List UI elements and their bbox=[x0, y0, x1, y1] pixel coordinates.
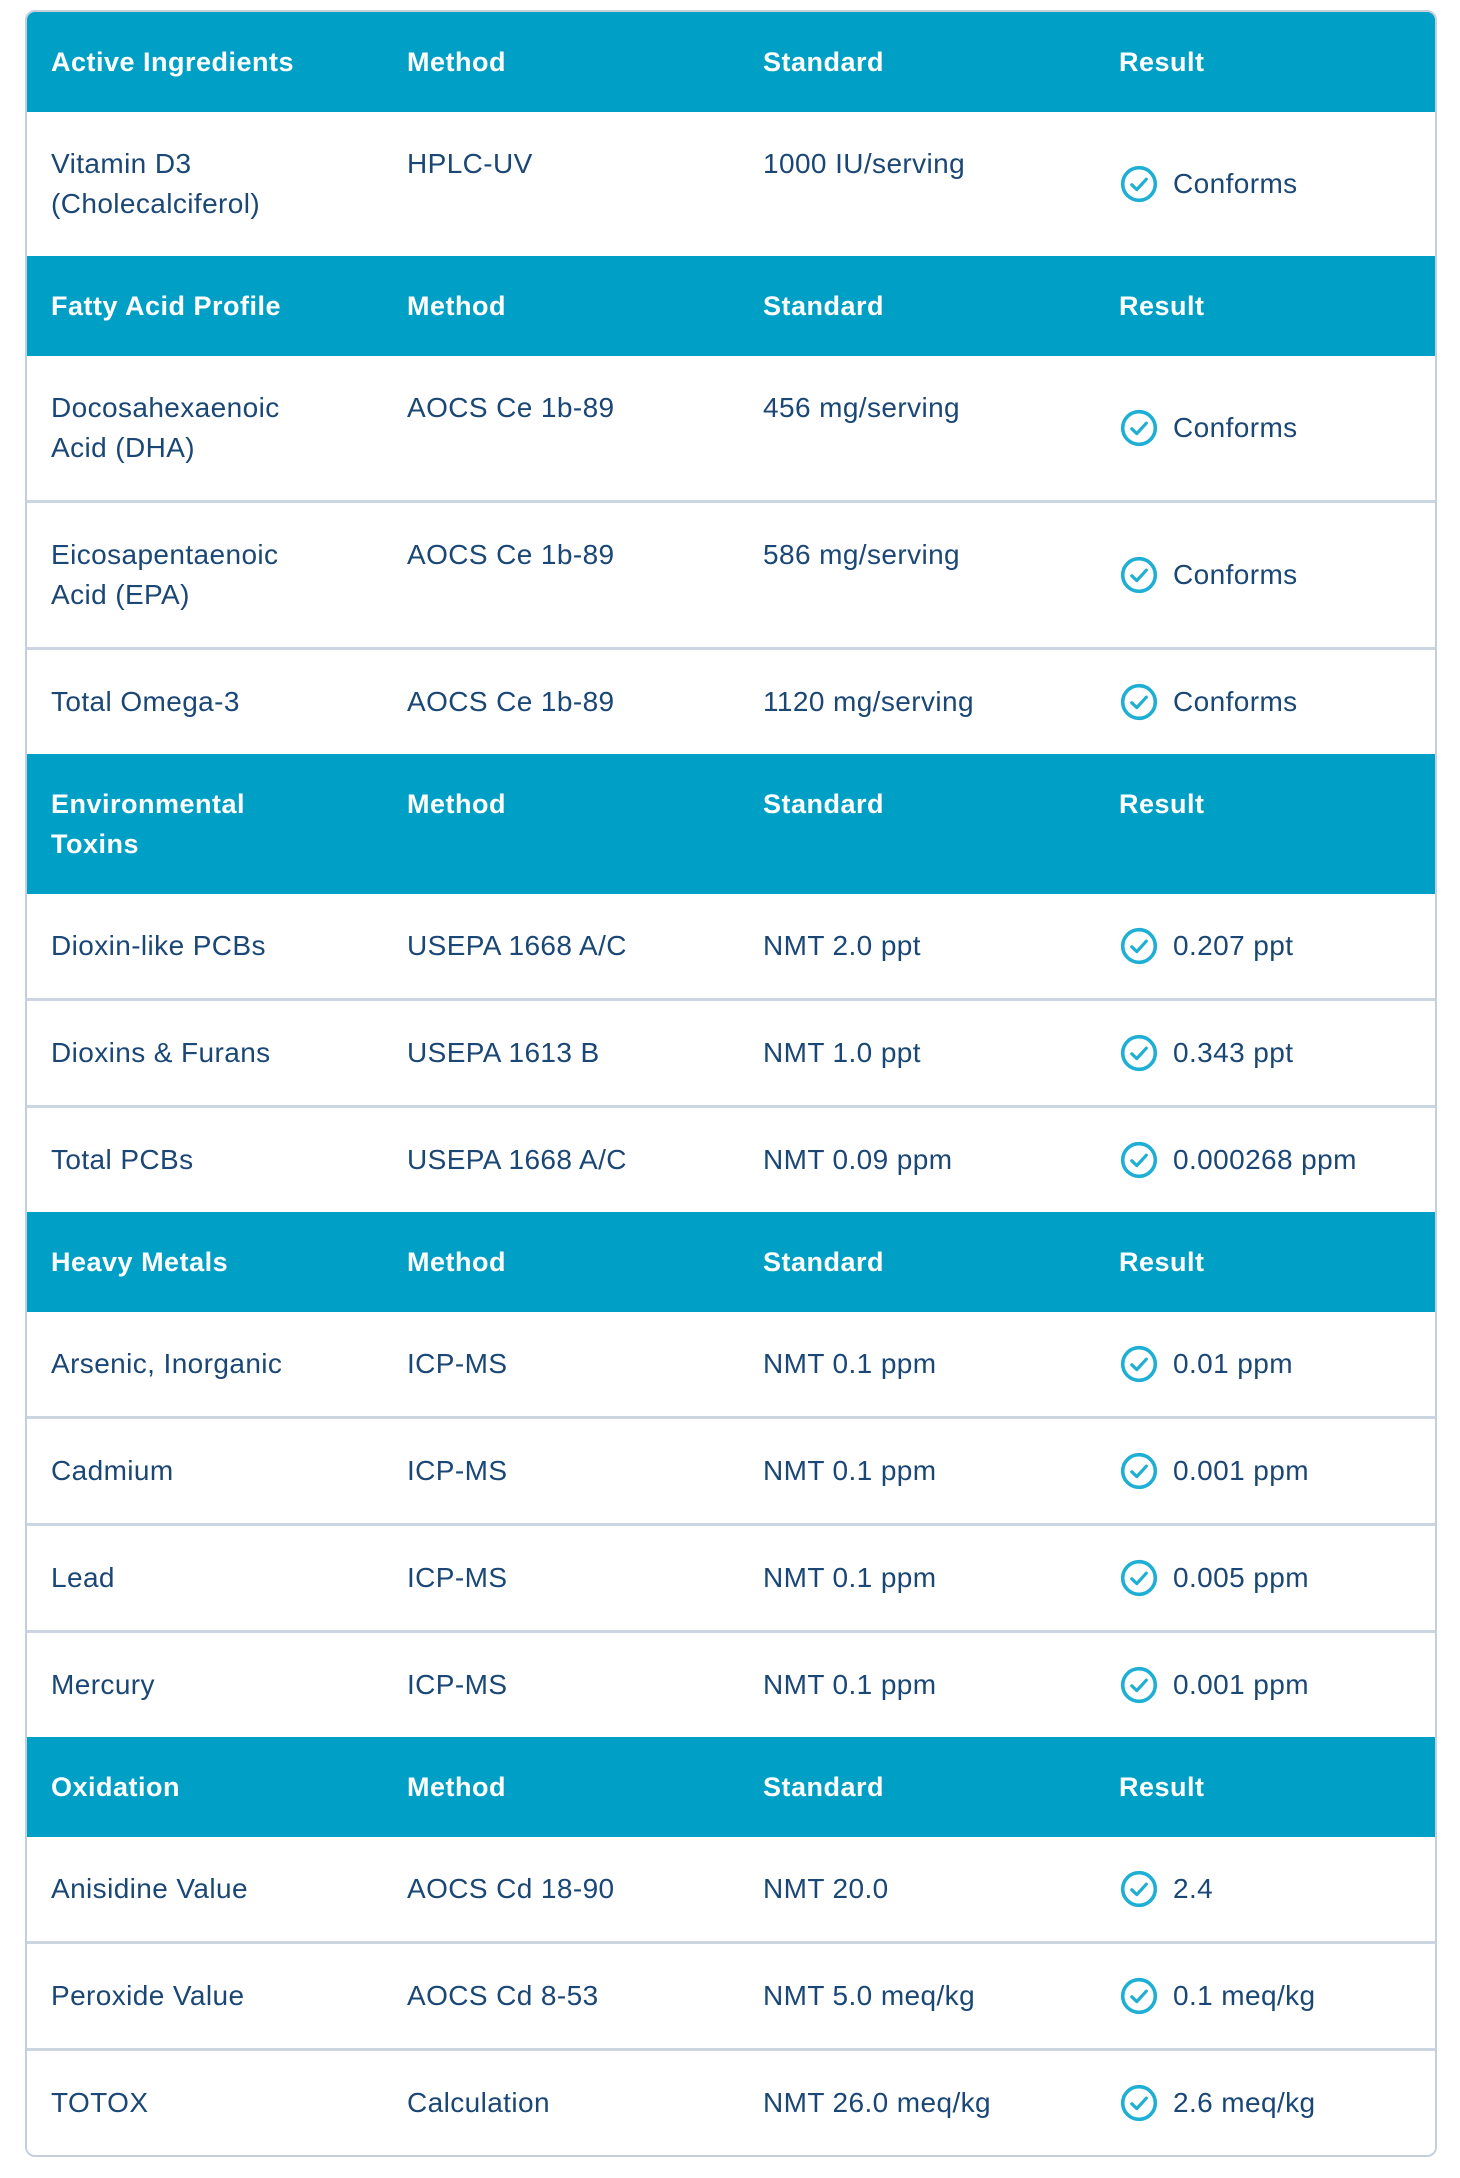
check-circle-icon bbox=[1119, 1558, 1159, 1598]
parameter-name: Mercury bbox=[51, 1669, 155, 1700]
section-title: Heavy Metals bbox=[51, 1247, 229, 1277]
result-cell bbox=[1095, 1558, 1435, 1598]
result-value: 0.1 meq/kg bbox=[1173, 1980, 1316, 2011]
parameter-name: Dioxins & Furans bbox=[51, 1037, 271, 1068]
check-circle-icon bbox=[1119, 1344, 1159, 1384]
column-header-result: Result bbox=[1119, 1772, 1205, 1802]
check-circle-icon bbox=[1119, 1451, 1159, 1491]
section-title: Oxidation bbox=[51, 1772, 181, 1802]
column-header-method: Method bbox=[407, 1772, 506, 1802]
result-value: 0.005 ppm bbox=[1173, 1562, 1309, 1593]
method-value: AOCS Cd 8-53 bbox=[407, 1980, 599, 2011]
column-header-result: Result bbox=[1119, 1247, 1205, 1277]
method-value: USEPA 1668 A/C bbox=[407, 930, 627, 961]
result-value: 0.01 ppm bbox=[1173, 1348, 1293, 1379]
check-circle-icon bbox=[1119, 1869, 1159, 1909]
standard-value: 1120 mg/serving bbox=[763, 686, 974, 717]
table-row bbox=[27, 112, 1435, 256]
section-header-environmental-toxins bbox=[27, 754, 1435, 894]
section-title: Active Ingredients bbox=[51, 47, 295, 77]
column-header-method: Method bbox=[407, 291, 506, 321]
table-row bbox=[27, 998, 1435, 1105]
parameter-name: Lead bbox=[51, 1562, 115, 1593]
parameter-name: Dioxin-like PCBs bbox=[51, 930, 266, 961]
column-header-method: Method bbox=[407, 47, 506, 77]
column-header-standard: Standard bbox=[763, 1772, 885, 1802]
check-circle-icon bbox=[1119, 1665, 1159, 1705]
result-cell bbox=[1095, 1033, 1435, 1073]
method-value: AOCS Cd 18-90 bbox=[407, 1873, 615, 1904]
column-header-standard: Standard bbox=[763, 1247, 885, 1277]
result-cell bbox=[1095, 682, 1435, 722]
table-row bbox=[27, 894, 1435, 998]
table-row bbox=[27, 1941, 1435, 2048]
method-value: USEPA 1668 A/C bbox=[407, 1144, 627, 1175]
result-cell bbox=[1095, 1665, 1435, 1705]
column-header-standard: Standard bbox=[763, 291, 885, 321]
table-row bbox=[27, 1416, 1435, 1523]
result-value: 2.4 bbox=[1173, 1873, 1214, 1904]
column-header-result: Result bbox=[1119, 47, 1205, 77]
parameter-name: Vitamin D3 (Cholecalciferol) bbox=[51, 148, 261, 219]
method-value: AOCS Ce 1b-89 bbox=[407, 392, 615, 423]
result-cell bbox=[1095, 926, 1435, 966]
check-circle-icon bbox=[1119, 164, 1159, 204]
column-header-method: Method bbox=[407, 789, 506, 819]
result-cell bbox=[1095, 1140, 1435, 1180]
method-value: ICP-MS bbox=[407, 1669, 508, 1700]
table-row bbox=[27, 356, 1435, 500]
standard-value: NMT 5.0 meq/kg bbox=[763, 1980, 976, 2011]
parameter-name: Anisidine Value bbox=[51, 1873, 248, 1904]
result-value: Conforms bbox=[1173, 412, 1298, 443]
column-header-standard: Standard bbox=[763, 47, 885, 77]
standard-value: 586 mg/serving bbox=[763, 539, 961, 570]
column-header-method: Method bbox=[407, 1247, 506, 1277]
standard-value: NMT 0.1 ppm bbox=[763, 1455, 937, 1486]
table-row bbox=[27, 1105, 1435, 1212]
table-row bbox=[27, 647, 1435, 754]
standard-value: NMT 0.1 ppm bbox=[763, 1562, 937, 1593]
standard-value: NMT 2.0 ppt bbox=[763, 930, 921, 961]
table-row bbox=[27, 1523, 1435, 1630]
column-header-result: Result bbox=[1119, 291, 1205, 321]
lab-results-table bbox=[25, 10, 1437, 2157]
method-value: AOCS Ce 1b-89 bbox=[407, 686, 615, 717]
check-circle-icon bbox=[1119, 1976, 1159, 2016]
result-cell bbox=[1095, 1451, 1435, 1491]
standard-value: 456 mg/serving bbox=[763, 392, 961, 423]
method-value: AOCS Ce 1b-89 bbox=[407, 539, 615, 570]
parameter-name: Total PCBs bbox=[51, 1144, 194, 1175]
column-header-standard: Standard bbox=[763, 789, 885, 819]
parameter-name: TOTOX bbox=[51, 2087, 149, 2118]
result-cell bbox=[1095, 164, 1435, 204]
check-circle-icon bbox=[1119, 408, 1159, 448]
section-header-fatty-acid-profile bbox=[27, 256, 1435, 356]
result-cell bbox=[1095, 1869, 1435, 1909]
result-cell bbox=[1095, 1344, 1435, 1384]
check-circle-icon bbox=[1119, 1140, 1159, 1180]
result-cell bbox=[1095, 2083, 1435, 2123]
parameter-name: Arsenic, Inorganic bbox=[51, 1348, 283, 1379]
table-row bbox=[27, 2048, 1435, 2155]
parameter-name: Docosahexaenoic Acid (DHA) bbox=[51, 392, 280, 463]
check-circle-icon bbox=[1119, 2083, 1159, 2123]
standard-value: NMT 0.09 ppm bbox=[763, 1144, 953, 1175]
result-value: 0.001 ppm bbox=[1173, 1455, 1309, 1486]
parameter-name: Cadmium bbox=[51, 1455, 174, 1486]
result-cell bbox=[1095, 1976, 1435, 2016]
parameter-name: Total Omega-3 bbox=[51, 686, 240, 717]
method-value: ICP-MS bbox=[407, 1348, 508, 1379]
method-value: ICP-MS bbox=[407, 1455, 508, 1486]
result-value: Conforms bbox=[1173, 559, 1298, 590]
result-value: Conforms bbox=[1173, 168, 1298, 199]
table-row bbox=[27, 1312, 1435, 1416]
check-circle-icon bbox=[1119, 1033, 1159, 1073]
column-header-result: Result bbox=[1119, 789, 1205, 819]
parameter-name: Peroxide Value bbox=[51, 1980, 245, 2011]
result-cell bbox=[1095, 408, 1435, 448]
method-value: Calculation bbox=[407, 2087, 550, 2118]
parameter-name: Eicosapentaenoic Acid (EPA) bbox=[51, 539, 279, 610]
result-cell bbox=[1095, 555, 1435, 595]
standard-value: NMT 0.1 ppm bbox=[763, 1348, 937, 1379]
standard-value: NMT 1.0 ppt bbox=[763, 1037, 921, 1068]
check-circle-icon bbox=[1119, 926, 1159, 966]
standard-value: 1000 IU/serving bbox=[763, 148, 966, 179]
check-circle-icon bbox=[1119, 555, 1159, 595]
result-value: 0.001 ppm bbox=[1173, 1669, 1309, 1700]
check-circle-icon bbox=[1119, 682, 1159, 722]
result-value: 0.000268 ppm bbox=[1173, 1144, 1357, 1175]
result-value: 2.6 meq/kg bbox=[1173, 2087, 1316, 2118]
method-value: ICP-MS bbox=[407, 1562, 508, 1593]
table-row bbox=[27, 1630, 1435, 1737]
table-row bbox=[27, 500, 1435, 647]
result-value: 0.207 ppt bbox=[1173, 930, 1294, 961]
standard-value: NMT 26.0 meq/kg bbox=[763, 2087, 992, 2118]
section-title: Fatty Acid Profile bbox=[51, 291, 282, 321]
method-value: HPLC-UV bbox=[407, 148, 533, 179]
table-row bbox=[27, 1837, 1435, 1941]
standard-value: NMT 0.1 ppm bbox=[763, 1669, 937, 1700]
standard-value: NMT 20.0 bbox=[763, 1873, 889, 1904]
section-header-oxidation bbox=[27, 1737, 1435, 1837]
result-value: Conforms bbox=[1173, 686, 1298, 717]
section-title: Environmental Toxins bbox=[51, 789, 246, 859]
result-value: 0.343 ppt bbox=[1173, 1037, 1294, 1068]
section-header-heavy-metals bbox=[27, 1212, 1435, 1312]
method-value: USEPA 1613 B bbox=[407, 1037, 600, 1068]
section-header-active-ingredients bbox=[27, 12, 1435, 112]
